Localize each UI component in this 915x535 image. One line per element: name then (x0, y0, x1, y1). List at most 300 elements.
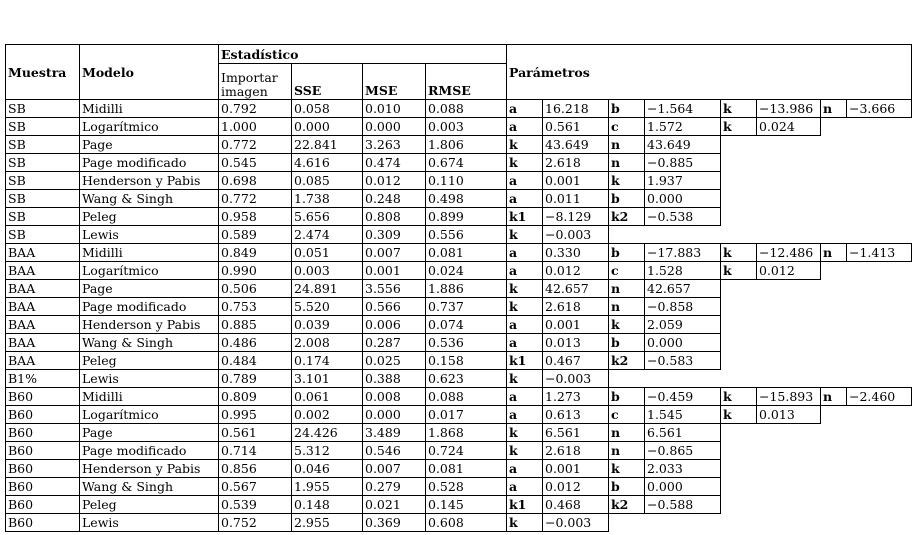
param-name: k (721, 388, 757, 406)
cell-mse: 0.007 (363, 460, 426, 478)
param-name: k (507, 442, 543, 460)
param-value: 1.273 (543, 388, 609, 406)
param-name: k2 (609, 208, 645, 226)
param-name: a (507, 100, 543, 118)
cell-mse: 0.309 (363, 226, 426, 244)
cell-modelo: Logarítmico (80, 262, 219, 280)
cell-importar-imagen: 0.567 (219, 478, 292, 496)
cell-rmse: 0.674 (426, 154, 507, 172)
cell-mse: 3.489 (363, 424, 426, 442)
param-name: k (507, 226, 543, 244)
cell-modelo: Lewis (80, 514, 219, 532)
cell-modelo: Page modificado (80, 154, 219, 172)
cell-mse: 0.546 (363, 442, 426, 460)
param-name: k (507, 370, 543, 388)
cell-importar-imagen: 0.589 (219, 226, 292, 244)
param-empty (721, 172, 912, 190)
cell-muestra: SB (6, 190, 80, 208)
table-row (6, 172, 912, 190)
param-name: a (507, 316, 543, 334)
cell-modelo: Peleg (80, 352, 219, 370)
cell-sse: 0.000 (292, 118, 363, 136)
cell-rmse: 0.024 (426, 262, 507, 280)
param-name: a (507, 118, 543, 136)
cell-mse: 0.010 (363, 100, 426, 118)
param-name: c (609, 406, 645, 424)
table-row (6, 118, 912, 136)
param-name: k (507, 514, 543, 532)
cell-modelo: Logarítmico (80, 406, 219, 424)
param-name: n (821, 100, 847, 118)
header-parametros: Parámetros (507, 45, 912, 100)
param-value: −0.538 (645, 208, 721, 226)
cell-sse: 22.841 (292, 136, 363, 154)
param-name: n (609, 298, 645, 316)
param-name: a (507, 172, 543, 190)
param-name: a (507, 262, 543, 280)
cell-importar-imagen: 0.545 (219, 154, 292, 172)
param-value: 16.218 (543, 100, 609, 118)
cell-modelo: Midilli (80, 244, 219, 262)
param-value: 0.012 (543, 478, 609, 496)
cell-modelo: Page (80, 424, 219, 442)
param-name: n (609, 280, 645, 298)
cell-rmse: 0.088 (426, 388, 507, 406)
table-row (6, 388, 912, 406)
param-name: n (609, 424, 645, 442)
cell-modelo: Midilli (80, 388, 219, 406)
cell-rmse: 0.158 (426, 352, 507, 370)
param-name: c (609, 118, 645, 136)
cell-importar-imagen: 0.698 (219, 172, 292, 190)
cell-importar-imagen: 0.772 (219, 136, 292, 154)
param-empty (721, 334, 912, 352)
table-row (6, 514, 912, 532)
param-value: 1.528 (645, 262, 721, 280)
cell-mse: 0.279 (363, 478, 426, 496)
cell-importar-imagen: 0.856 (219, 460, 292, 478)
cell-modelo: Wang & Singh (80, 334, 219, 352)
cell-mse: 0.025 (363, 352, 426, 370)
cell-rmse: 0.498 (426, 190, 507, 208)
param-value: −0.583 (645, 352, 721, 370)
param-value: 2.618 (543, 298, 609, 316)
cell-muestra: B60 (6, 442, 80, 460)
param-name: k (507, 154, 543, 172)
param-name: n (609, 154, 645, 172)
cell-sse: 1.738 (292, 190, 363, 208)
param-value: −0.588 (645, 496, 721, 514)
cell-sse: 1.955 (292, 478, 363, 496)
param-name: k (609, 172, 645, 190)
results-table (5, 44, 912, 532)
param-value: 42.657 (543, 280, 609, 298)
cell-muestra: BAA (6, 262, 80, 280)
table-row (6, 442, 912, 460)
param-value: 2.059 (645, 316, 721, 334)
cell-sse: 0.085 (292, 172, 363, 190)
param-name: k (721, 118, 757, 136)
param-value: 0.001 (543, 460, 609, 478)
param-value: 42.657 (645, 280, 721, 298)
param-value: 0.330 (543, 244, 609, 262)
table-row (6, 190, 912, 208)
table-row (6, 352, 912, 370)
cell-sse: 5.656 (292, 208, 363, 226)
cell-mse: 0.369 (363, 514, 426, 532)
cell-rmse: 0.608 (426, 514, 507, 532)
cell-muestra: BAA (6, 244, 80, 262)
param-name: n (821, 388, 847, 406)
cell-muestra: B60 (6, 478, 80, 496)
param-empty (721, 154, 912, 172)
param-empty (721, 136, 912, 154)
cell-rmse: 0.074 (426, 316, 507, 334)
cell-sse: 0.002 (292, 406, 363, 424)
cell-muestra: B60 (6, 460, 80, 478)
param-empty (721, 478, 912, 496)
table-row (6, 100, 912, 118)
param-name: a (507, 388, 543, 406)
param-name: k (507, 298, 543, 316)
cell-rmse: 0.737 (426, 298, 507, 316)
param-value: 1.545 (645, 406, 721, 424)
cell-mse: 3.263 (363, 136, 426, 154)
header-rmse: RMSE (426, 64, 507, 100)
cell-mse: 0.566 (363, 298, 426, 316)
table-row (6, 424, 912, 442)
cell-modelo: Midilli (80, 100, 219, 118)
cell-muestra: B60 (6, 496, 80, 514)
cell-muestra: BAA (6, 280, 80, 298)
param-value: −0.003 (543, 226, 609, 244)
cell-rmse: 1.868 (426, 424, 507, 442)
table-row (6, 334, 912, 352)
param-value: 1.937 (645, 172, 721, 190)
table-row (6, 496, 912, 514)
cell-rmse: 0.724 (426, 442, 507, 460)
param-name: k (721, 244, 757, 262)
param-name: k (507, 280, 543, 298)
table-row (6, 154, 912, 172)
header-importar-line2: imagen (221, 84, 268, 99)
cell-muestra: SB (6, 226, 80, 244)
param-value: 2.618 (543, 154, 609, 172)
cell-modelo: Wang & Singh (80, 478, 219, 496)
param-value: −15.893 (757, 388, 821, 406)
cell-importar-imagen: 0.486 (219, 334, 292, 352)
table-body (6, 100, 912, 532)
cell-modelo: Logarítmico (80, 118, 219, 136)
cell-importar-imagen: 0.792 (219, 100, 292, 118)
cell-importar-imagen: 0.752 (219, 514, 292, 532)
cell-modelo: Peleg (80, 496, 219, 514)
cell-importar-imagen: 0.809 (219, 388, 292, 406)
param-value: 0.468 (543, 496, 609, 514)
cell-importar-imagen: 0.561 (219, 424, 292, 442)
cell-rmse: 0.081 (426, 460, 507, 478)
cell-rmse: 0.899 (426, 208, 507, 226)
cell-importar-imagen: 0.958 (219, 208, 292, 226)
cell-mse: 0.021 (363, 496, 426, 514)
param-value: 0.000 (645, 334, 721, 352)
param-value: 0.467 (543, 352, 609, 370)
header-modelo: Modelo (80, 45, 219, 100)
param-empty (721, 190, 912, 208)
param-value: 0.001 (543, 316, 609, 334)
param-empty (721, 280, 912, 298)
cell-modelo: Henderson y Pabis (80, 172, 219, 190)
table-row (6, 280, 912, 298)
param-name: a (507, 478, 543, 496)
header-estadistico: Estadístico (219, 45, 507, 64)
param-name: k1 (507, 496, 543, 514)
param-empty (821, 118, 912, 136)
param-value: 43.649 (645, 136, 721, 154)
param-value: −17.883 (645, 244, 721, 262)
cell-muestra: SB (6, 136, 80, 154)
cell-sse: 4.616 (292, 154, 363, 172)
cell-rmse: 0.017 (426, 406, 507, 424)
cell-importar-imagen: 0.789 (219, 370, 292, 388)
param-name: k1 (507, 208, 543, 226)
cell-rmse: 0.623 (426, 370, 507, 388)
cell-importar-imagen: 1.000 (219, 118, 292, 136)
cell-sse: 0.003 (292, 262, 363, 280)
cell-mse: 0.012 (363, 172, 426, 190)
cell-mse: 0.808 (363, 208, 426, 226)
param-name: a (507, 244, 543, 262)
cell-mse: 0.000 (363, 118, 426, 136)
header-importar-imagen (219, 64, 292, 100)
header-sse: SSE (292, 64, 363, 100)
table-row (6, 316, 912, 334)
cell-muestra: SB (6, 154, 80, 172)
cell-rmse: 0.088 (426, 100, 507, 118)
cell-muestra: B1% (6, 370, 80, 388)
cell-importar-imagen: 0.995 (219, 406, 292, 424)
param-name: k (609, 316, 645, 334)
param-name: a (507, 190, 543, 208)
cell-rmse: 0.528 (426, 478, 507, 496)
table-row (6, 244, 912, 262)
param-name: k (721, 100, 757, 118)
cell-mse: 0.006 (363, 316, 426, 334)
cell-muestra: BAA (6, 334, 80, 352)
table-header (6, 45, 912, 100)
param-value: −2.460 (847, 388, 912, 406)
param-value: −0.459 (645, 388, 721, 406)
cell-importar-imagen: 0.885 (219, 316, 292, 334)
param-name: c (609, 262, 645, 280)
cell-muestra: BAA (6, 316, 80, 334)
param-empty (721, 208, 912, 226)
cell-sse: 2.008 (292, 334, 363, 352)
cell-sse: 0.174 (292, 352, 363, 370)
table-row (6, 226, 912, 244)
param-value: −0.858 (645, 298, 721, 316)
cell-modelo: Wang & Singh (80, 190, 219, 208)
param-empty (609, 226, 912, 244)
cell-sse: 0.058 (292, 100, 363, 118)
param-empty (721, 496, 912, 514)
param-name: k (507, 424, 543, 442)
cell-sse: 2.955 (292, 514, 363, 532)
param-name: b (609, 190, 645, 208)
param-name: k (609, 460, 645, 478)
param-value: −0.865 (645, 442, 721, 460)
param-value: 6.561 (645, 424, 721, 442)
param-value: 0.000 (645, 190, 721, 208)
param-empty (821, 406, 912, 424)
param-value: 0.024 (757, 118, 821, 136)
cell-muestra: SB (6, 118, 80, 136)
cell-modelo: Henderson y Pabis (80, 316, 219, 334)
param-value: −13.986 (757, 100, 821, 118)
param-value: 0.012 (757, 262, 821, 280)
param-name: k1 (507, 352, 543, 370)
cell-modelo: Lewis (80, 370, 219, 388)
param-empty (721, 442, 912, 460)
cell-mse: 0.474 (363, 154, 426, 172)
param-value: 2.618 (543, 442, 609, 460)
cell-sse: 5.312 (292, 442, 363, 460)
param-name: a (507, 406, 543, 424)
param-name: k (721, 262, 757, 280)
param-empty (721, 352, 912, 370)
cell-rmse: 0.110 (426, 172, 507, 190)
param-name: b (609, 334, 645, 352)
cell-muestra: SB (6, 100, 80, 118)
cell-modelo: Page (80, 280, 219, 298)
param-value: −8.129 (543, 208, 609, 226)
param-value: −0.885 (645, 154, 721, 172)
param-empty (721, 298, 912, 316)
param-value: 0.613 (543, 406, 609, 424)
param-value: 6.561 (543, 424, 609, 442)
table-row (6, 478, 912, 496)
cell-modelo: Henderson y Pabis (80, 460, 219, 478)
cell-muestra: B60 (6, 406, 80, 424)
param-value: −1.413 (847, 244, 912, 262)
cell-muestra: BAA (6, 298, 80, 316)
param-empty (721, 316, 912, 334)
cell-importar-imagen: 0.539 (219, 496, 292, 514)
param-empty (721, 424, 912, 442)
header-importar-line1: Importar (221, 70, 278, 85)
cell-rmse: 0.536 (426, 334, 507, 352)
param-value: −0.003 (543, 514, 609, 532)
cell-rmse: 0.003 (426, 118, 507, 136)
param-empty (609, 370, 912, 388)
param-value: 0.013 (543, 334, 609, 352)
param-value: 0.000 (645, 478, 721, 496)
cell-importar-imagen: 0.714 (219, 442, 292, 460)
param-empty (721, 460, 912, 478)
cell-sse: 0.148 (292, 496, 363, 514)
cell-rmse: 1.886 (426, 280, 507, 298)
cell-sse: 0.061 (292, 388, 363, 406)
table-row (6, 298, 912, 316)
cell-muestra: B60 (6, 514, 80, 532)
cell-mse: 0.248 (363, 190, 426, 208)
param-name: n (609, 136, 645, 154)
cell-modelo: Page modificado (80, 442, 219, 460)
cell-muestra: SB (6, 172, 80, 190)
cell-mse: 0.007 (363, 244, 426, 262)
cell-rmse: 1.806 (426, 136, 507, 154)
param-empty (609, 514, 912, 532)
table-row (6, 370, 912, 388)
param-value: 0.012 (543, 262, 609, 280)
table-row (6, 460, 912, 478)
cell-sse: 24.891 (292, 280, 363, 298)
param-value: 0.001 (543, 172, 609, 190)
cell-mse: 0.001 (363, 262, 426, 280)
cell-importar-imagen: 0.849 (219, 244, 292, 262)
param-name: k (721, 406, 757, 424)
param-value: 0.013 (757, 406, 821, 424)
cell-muestra: B60 (6, 424, 80, 442)
cell-importar-imagen: 0.990 (219, 262, 292, 280)
cell-sse: 0.039 (292, 316, 363, 334)
cell-importar-imagen: 0.506 (219, 280, 292, 298)
cell-mse: 0.287 (363, 334, 426, 352)
param-name: b (609, 244, 645, 262)
cell-modelo: Page modificado (80, 298, 219, 316)
param-name: b (609, 100, 645, 118)
table-row (6, 208, 912, 226)
param-value: 0.011 (543, 190, 609, 208)
cell-modelo: Peleg (80, 208, 219, 226)
param-name: k2 (609, 352, 645, 370)
cell-sse: 0.046 (292, 460, 363, 478)
param-name: b (609, 478, 645, 496)
param-name: b (609, 388, 645, 406)
param-value: 2.033 (645, 460, 721, 478)
cell-rmse: 0.081 (426, 244, 507, 262)
param-value: 1.572 (645, 118, 721, 136)
cell-muestra: SB (6, 208, 80, 226)
cell-muestra: B60 (6, 388, 80, 406)
param-name: k2 (609, 496, 645, 514)
cell-rmse: 0.145 (426, 496, 507, 514)
cell-modelo: Lewis (80, 226, 219, 244)
table-row (6, 136, 912, 154)
param-name: k (507, 136, 543, 154)
cell-mse: 0.388 (363, 370, 426, 388)
table-row (6, 262, 912, 280)
param-value: −1.564 (645, 100, 721, 118)
cell-importar-imagen: 0.484 (219, 352, 292, 370)
cell-modelo: Page (80, 136, 219, 154)
table-row (6, 406, 912, 424)
param-empty (821, 262, 912, 280)
cell-mse: 0.000 (363, 406, 426, 424)
param-value: −12.486 (757, 244, 821, 262)
param-name: a (507, 334, 543, 352)
cell-sse: 2.474 (292, 226, 363, 244)
cell-sse: 0.051 (292, 244, 363, 262)
cell-sse: 24.426 (292, 424, 363, 442)
param-name: a (507, 460, 543, 478)
param-value: −3.666 (847, 100, 912, 118)
cell-muestra: BAA (6, 352, 80, 370)
cell-sse: 5.520 (292, 298, 363, 316)
header-mse: MSE (363, 64, 426, 100)
param-name: n (609, 442, 645, 460)
param-value: 0.561 (543, 118, 609, 136)
